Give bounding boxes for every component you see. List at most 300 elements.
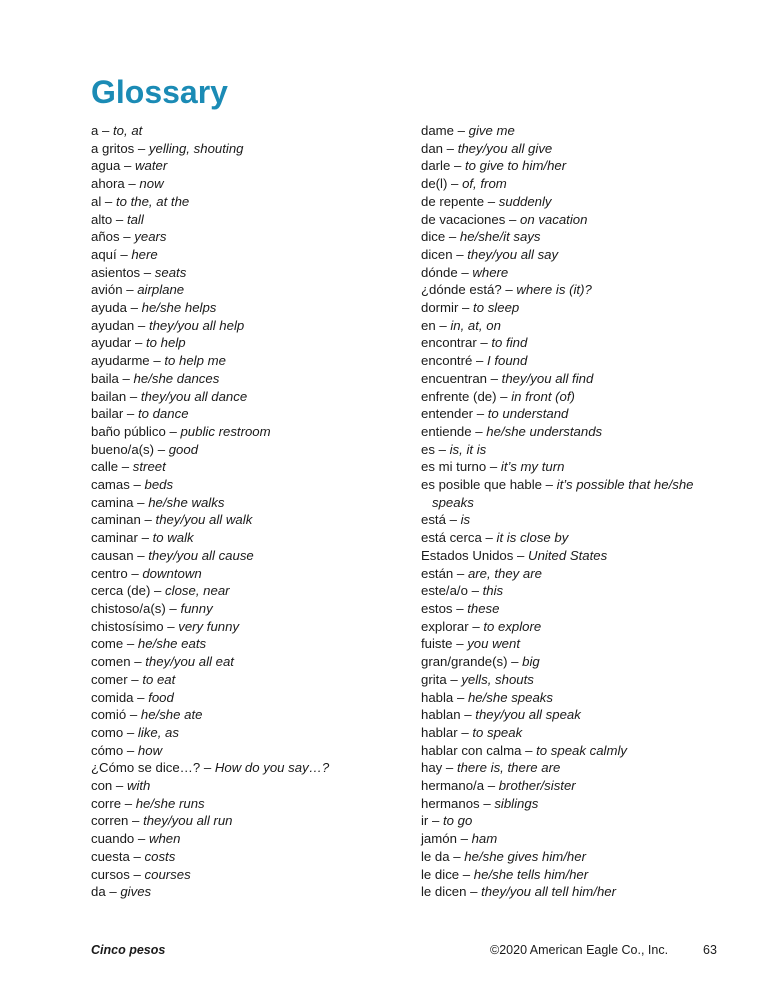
glossary-separator: – bbox=[98, 123, 114, 138]
glossary-entry bbox=[421, 246, 721, 264]
glossary-term: jamón bbox=[421, 831, 457, 847]
glossary-separator: – bbox=[127, 671, 143, 687]
glossary-term: Estados Unidos bbox=[421, 547, 514, 563]
glossary-term: centro bbox=[91, 565, 128, 581]
glossary-entry bbox=[91, 317, 411, 335]
glossary-entry bbox=[91, 334, 411, 352]
glossary-entry bbox=[421, 600, 721, 618]
glossary-term: como bbox=[91, 724, 124, 740]
glossary-definition: funny bbox=[180, 600, 213, 616]
glossary-separator: – bbox=[165, 600, 181, 616]
glossary-definition: to explore bbox=[483, 618, 542, 634]
glossary-entry bbox=[421, 511, 721, 529]
glossary-separator: – bbox=[116, 246, 132, 262]
glossary-definition: How do you say…? bbox=[214, 760, 330, 776]
glossary-entry bbox=[91, 883, 411, 901]
glossary-definition: now bbox=[139, 176, 164, 192]
glossary-separator: – bbox=[446, 671, 462, 687]
glossary-term: caminan bbox=[91, 512, 141, 528]
glossary-separator: – bbox=[484, 778, 499, 794]
glossary-separator: – bbox=[123, 724, 138, 740]
glossary-separator: – bbox=[541, 477, 557, 493]
glossary-definition: they/you all walk bbox=[155, 512, 253, 528]
glossary-term: fuiste bbox=[421, 636, 453, 652]
glossary-term: ayudarme bbox=[91, 353, 150, 369]
glossary-separator: – bbox=[449, 848, 465, 864]
glossary-definition: to eat bbox=[142, 671, 176, 687]
glossary-entry bbox=[91, 511, 411, 529]
glossary-separator: – bbox=[513, 547, 529, 563]
glossary-term: es posible que hable bbox=[421, 477, 542, 493]
glossary-term: dice bbox=[421, 229, 446, 245]
glossary-definition: give me bbox=[468, 123, 515, 138]
glossary-separator: – bbox=[450, 158, 465, 174]
glossary-entry bbox=[421, 689, 721, 707]
glossary-term: comer bbox=[91, 671, 128, 687]
glossary-entry bbox=[421, 635, 721, 653]
glossary-entry bbox=[421, 671, 721, 689]
glossary-term: le dice bbox=[421, 866, 460, 882]
footer-page-number: 63 bbox=[703, 943, 717, 957]
glossary-definition: there is, there are bbox=[456, 760, 561, 776]
glossary-entry bbox=[91, 122, 411, 140]
glossary-entry bbox=[421, 706, 721, 724]
glossary-term: gran/grande(s) bbox=[421, 654, 508, 670]
glossary-definition: he/she understands bbox=[486, 423, 603, 439]
glossary-term: agua bbox=[91, 158, 121, 174]
glossary-definition: it is close by bbox=[496, 530, 569, 546]
glossary-definition: are, they are bbox=[467, 565, 542, 581]
glossary-definition: years bbox=[134, 229, 167, 245]
glossary-definition: he/she gives him/her bbox=[464, 848, 586, 864]
glossary-term: comió bbox=[91, 707, 127, 723]
glossary-separator: – bbox=[452, 600, 468, 616]
glossary-definition: seats bbox=[154, 264, 187, 280]
glossary-term: está cerca bbox=[421, 530, 482, 546]
glossary-definition: brother/sister bbox=[498, 778, 576, 794]
glossary-term: corre bbox=[91, 795, 122, 811]
glossary-definition: he/she eats bbox=[137, 636, 207, 652]
glossary-term: camas bbox=[91, 477, 130, 493]
glossary-entry bbox=[91, 228, 411, 246]
glossary-separator: – bbox=[140, 264, 155, 280]
glossary-entry bbox=[421, 175, 721, 193]
glossary-column-right bbox=[421, 122, 721, 901]
glossary-entry bbox=[421, 777, 721, 795]
glossary-separator: – bbox=[434, 441, 450, 457]
glossary-term: enfrente (de) bbox=[421, 388, 497, 404]
glossary-entry bbox=[421, 140, 721, 158]
glossary-term: hablan bbox=[421, 707, 461, 723]
glossary-entry bbox=[421, 458, 721, 476]
glossary-separator: – bbox=[476, 335, 492, 351]
glossary-separator: – bbox=[468, 618, 484, 634]
glossary-separator: – bbox=[123, 742, 138, 758]
glossary-entry bbox=[421, 441, 721, 459]
glossary-entry bbox=[91, 370, 411, 388]
glossary-separator: – bbox=[124, 176, 140, 192]
glossary-entry bbox=[421, 830, 721, 848]
glossary-definition: when bbox=[148, 831, 181, 847]
glossary-entry bbox=[91, 299, 411, 317]
glossary-entry bbox=[91, 405, 411, 423]
glossary-definition: ham bbox=[471, 831, 498, 847]
glossary-definition: to dance bbox=[137, 406, 189, 422]
glossary-entry bbox=[421, 352, 721, 370]
glossary-definition: siblings bbox=[494, 795, 539, 811]
glossary-term: hablar con calma bbox=[421, 742, 522, 758]
glossary-separator: – bbox=[443, 140, 458, 156]
glossary-definition: to the, at the bbox=[115, 193, 190, 209]
glossary-term: bueno/a(s) bbox=[91, 441, 155, 457]
glossary-separator: – bbox=[163, 618, 179, 634]
glossary-definition: to walk bbox=[152, 530, 194, 546]
glossary-separator: – bbox=[467, 583, 483, 599]
glossary-term: ayudan bbox=[91, 317, 135, 333]
glossary-entry bbox=[421, 812, 721, 830]
glossary-entry bbox=[421, 883, 721, 901]
glossary-term: ayuda bbox=[91, 300, 127, 316]
glossary-separator: – bbox=[121, 795, 136, 811]
glossary-separator: – bbox=[200, 760, 215, 776]
glossary-definition: to, at bbox=[113, 123, 143, 138]
glossary-definition: to help bbox=[146, 335, 186, 351]
glossary-term: bailar bbox=[91, 406, 124, 422]
glossary-separator: – bbox=[452, 636, 468, 652]
glossary-separator: – bbox=[472, 353, 487, 369]
glossary-definition: they/you all speak bbox=[475, 707, 581, 723]
glossary-separator: – bbox=[459, 866, 474, 882]
glossary-definition: gives bbox=[120, 884, 152, 900]
glossary-separator: – bbox=[521, 742, 537, 758]
glossary-term: causan bbox=[91, 547, 134, 563]
glossary-entry bbox=[421, 724, 721, 742]
glossary-entry bbox=[421, 529, 721, 547]
glossary-definition: to sleep bbox=[473, 300, 520, 316]
glossary-entry bbox=[421, 565, 721, 583]
glossary-definition: it’s my turn bbox=[500, 459, 565, 475]
glossary-entry bbox=[91, 529, 411, 547]
glossary-separator: – bbox=[134, 317, 149, 333]
glossary-entry bbox=[91, 157, 411, 175]
page-title: Glossary bbox=[91, 74, 228, 110]
glossary-entry bbox=[421, 370, 721, 388]
glossary-separator: – bbox=[129, 848, 145, 864]
glossary-definition: yells, shouts bbox=[461, 671, 534, 687]
glossary-separator: – bbox=[123, 636, 138, 652]
glossary-definition: very funny bbox=[178, 618, 240, 634]
glossary-separator: – bbox=[134, 140, 149, 156]
glossary-separator: – bbox=[133, 547, 149, 563]
glossary-definition: to find bbox=[491, 335, 528, 351]
glossary-definition: like, as bbox=[137, 724, 179, 740]
glossary-term: dónde bbox=[421, 264, 458, 280]
glossary-separator: – bbox=[133, 494, 149, 510]
glossary-definition: he/she dances bbox=[133, 370, 220, 386]
glossary-term: cuando bbox=[91, 831, 135, 847]
glossary-separator: – bbox=[453, 689, 468, 705]
glossary-term: están bbox=[421, 565, 454, 581]
glossary-term: cómo bbox=[91, 742, 124, 758]
glossary-definition: he/she helps bbox=[141, 300, 217, 316]
glossary-definition: to go bbox=[443, 813, 473, 829]
glossary-separator: – bbox=[126, 388, 141, 404]
glossary-term: chistosísimo bbox=[91, 618, 164, 634]
glossary-definition: tall bbox=[126, 211, 144, 227]
glossary-definition: to speak bbox=[472, 724, 523, 740]
glossary-entry bbox=[91, 246, 411, 264]
glossary-entry bbox=[421, 264, 721, 282]
glossary-term: habla bbox=[421, 689, 454, 705]
glossary-term: es mi turno bbox=[421, 459, 487, 475]
glossary-definition: they/you all run bbox=[143, 813, 233, 829]
glossary-entry bbox=[91, 618, 411, 636]
glossary-definition: here bbox=[131, 246, 158, 262]
glossary-definition: on vacation bbox=[519, 211, 588, 227]
glossary-term: dame bbox=[421, 123, 454, 138]
glossary-entry bbox=[421, 122, 721, 140]
glossary-entry bbox=[91, 175, 411, 193]
glossary-term: está bbox=[421, 512, 446, 528]
glossary-separator: – bbox=[130, 654, 146, 670]
glossary-separator: – bbox=[496, 388, 512, 404]
glossary-term: le da bbox=[421, 848, 450, 864]
glossary-term: alto bbox=[91, 211, 113, 227]
glossary-term: ¿Cómo se dice…? bbox=[91, 760, 201, 776]
glossary-entry bbox=[91, 423, 411, 441]
glossary-separator: – bbox=[487, 370, 502, 386]
glossary-term: ahora bbox=[91, 176, 125, 192]
glossary-separator: – bbox=[453, 565, 468, 581]
glossary-term: darle bbox=[421, 158, 451, 174]
glossary-entry bbox=[91, 742, 411, 760]
glossary-entry bbox=[421, 334, 721, 352]
glossary-separator: – bbox=[445, 229, 460, 245]
glossary-separator: – bbox=[128, 813, 144, 829]
glossary-definition: you went bbox=[467, 636, 520, 652]
glossary-entry bbox=[421, 866, 721, 884]
glossary-term: come bbox=[91, 636, 124, 652]
glossary-entry bbox=[91, 759, 411, 777]
glossary-separator: – bbox=[112, 778, 127, 794]
glossary-term: ayudar bbox=[91, 335, 132, 351]
glossary-separator: – bbox=[452, 246, 468, 262]
glossary-term: da bbox=[91, 884, 106, 900]
glossary-term: cursos bbox=[91, 866, 130, 882]
glossary-separator: – bbox=[105, 884, 121, 900]
glossary-entry bbox=[421, 228, 721, 246]
glossary-definition: I found bbox=[487, 353, 528, 369]
glossary-definition: of, from bbox=[462, 176, 507, 192]
glossary-definition: how bbox=[137, 742, 163, 758]
glossary-entry bbox=[91, 706, 411, 724]
glossary-entry bbox=[91, 476, 411, 494]
glossary-separator: – bbox=[456, 831, 472, 847]
glossary-term: ir bbox=[421, 813, 429, 829]
glossary-separator: – bbox=[122, 282, 138, 298]
glossary-definition: he/she walks bbox=[148, 494, 225, 510]
glossary-term: le dicen bbox=[421, 884, 467, 900]
glossary-definition: he/she speaks bbox=[467, 689, 553, 705]
glossary-term: estos bbox=[421, 600, 453, 616]
glossary-separator: – bbox=[137, 530, 153, 546]
glossary-term: comida bbox=[91, 689, 134, 705]
glossary-entry bbox=[91, 812, 411, 830]
glossary-entry bbox=[91, 458, 411, 476]
glossary-entry bbox=[91, 600, 411, 618]
glossary-definition: yelling, shouting bbox=[148, 140, 244, 156]
glossary-entry bbox=[421, 547, 721, 565]
glossary-term: hermano/a bbox=[421, 778, 485, 794]
glossary-entry bbox=[91, 547, 411, 565]
glossary-entry bbox=[421, 759, 721, 777]
glossary-term: asientos bbox=[91, 264, 141, 280]
glossary-term: hablar bbox=[421, 724, 458, 740]
glossary-definition: he/she ate bbox=[140, 707, 203, 723]
glossary-definition: with bbox=[126, 778, 151, 794]
glossary-definition: they/you all give bbox=[457, 140, 553, 156]
glossary-separator: – bbox=[457, 264, 473, 280]
glossary-entry bbox=[91, 264, 411, 282]
glossary-separator: – bbox=[134, 831, 149, 847]
glossary-term: comen bbox=[91, 654, 131, 670]
glossary-entry bbox=[91, 653, 411, 671]
glossary-separator: – bbox=[129, 477, 145, 493]
glossary-entry bbox=[421, 388, 721, 406]
glossary-entry bbox=[421, 795, 721, 813]
glossary-separator: – bbox=[150, 583, 166, 599]
glossary-term: de repente bbox=[421, 193, 485, 209]
glossary-separator: – bbox=[126, 707, 141, 723]
glossary-term: entiende bbox=[421, 423, 472, 439]
glossary-separator: – bbox=[129, 866, 145, 882]
glossary-entry bbox=[91, 281, 411, 299]
glossary-term: encuentran bbox=[421, 370, 487, 386]
glossary-definition: costs bbox=[144, 848, 176, 864]
glossary-entry bbox=[421, 281, 721, 299]
glossary-definition: they/you all find bbox=[501, 370, 594, 386]
glossary-term: aquí bbox=[91, 246, 117, 262]
glossary-term: avión bbox=[91, 282, 123, 298]
glossary-entry bbox=[91, 565, 411, 583]
footer-copyright: ©2020 American Eagle Co., Inc. bbox=[490, 943, 669, 957]
glossary-definition: to help me bbox=[164, 353, 226, 369]
glossary-separator: – bbox=[445, 512, 461, 528]
glossary-term: chistoso/a(s) bbox=[91, 600, 166, 616]
glossary-entry bbox=[421, 742, 721, 760]
glossary-entry bbox=[91, 582, 411, 600]
glossary-term: al bbox=[91, 193, 102, 209]
glossary-separator: – bbox=[484, 193, 499, 209]
glossary-separator: – bbox=[133, 689, 149, 705]
glossary-definition: he/she tells him/her bbox=[473, 866, 589, 882]
glossary-term: años bbox=[91, 229, 120, 245]
glossary-entry bbox=[421, 848, 721, 866]
glossary-separator: – bbox=[458, 300, 474, 316]
glossary-definition: suddenly bbox=[498, 193, 552, 209]
glossary-column-left bbox=[91, 122, 411, 901]
glossary-definition: where bbox=[472, 264, 509, 280]
glossary-entry bbox=[91, 848, 411, 866]
glossary-term: en bbox=[421, 317, 436, 333]
glossary-term: camina bbox=[91, 494, 134, 510]
glossary-definition: they/you all say bbox=[467, 246, 559, 262]
glossary-entry bbox=[421, 618, 721, 636]
glossary-definition: these bbox=[467, 600, 500, 616]
glossary-entry bbox=[91, 352, 411, 370]
glossary-separator: – bbox=[119, 229, 135, 245]
glossary-definition: he/she/it says bbox=[459, 229, 541, 245]
glossary-entry bbox=[421, 211, 721, 229]
glossary-definition: is, it is bbox=[449, 441, 487, 457]
glossary-separator: – bbox=[473, 406, 488, 422]
glossary-entry bbox=[91, 635, 411, 653]
glossary-entry bbox=[421, 317, 721, 335]
glossary-term: de(l) bbox=[421, 176, 448, 192]
glossary-entry bbox=[421, 193, 721, 211]
glossary-separator: – bbox=[428, 813, 443, 829]
glossary-definition: to speak calmly bbox=[536, 742, 627, 758]
glossary-definition: they/you all eat bbox=[145, 654, 234, 670]
glossary-separator: – bbox=[454, 123, 469, 138]
glossary-term: calle bbox=[91, 459, 119, 475]
glossary-definition: to understand bbox=[487, 406, 569, 422]
glossary-entry bbox=[91, 724, 411, 742]
glossary-term: este/a/o bbox=[421, 583, 468, 599]
glossary-separator: – bbox=[154, 441, 169, 457]
glossary-separator: – bbox=[165, 423, 181, 439]
glossary-separator: – bbox=[471, 423, 487, 439]
glossary-entry bbox=[421, 405, 721, 423]
glossary-entry bbox=[91, 441, 411, 459]
glossary-definition: close, near bbox=[165, 583, 230, 599]
glossary-definition: in front (of) bbox=[511, 388, 575, 404]
glossary-entry bbox=[421, 299, 721, 317]
glossary-term: con bbox=[91, 778, 113, 794]
glossary-separator: – bbox=[435, 317, 451, 333]
glossary-term: explorar bbox=[421, 618, 469, 634]
glossary-term: dicen bbox=[421, 246, 453, 262]
glossary-entry bbox=[91, 388, 411, 406]
glossary-definition: to give to him/her bbox=[465, 158, 567, 174]
glossary-entry bbox=[91, 140, 411, 158]
glossary-separator: – bbox=[507, 654, 523, 670]
glossary-term: corren bbox=[91, 813, 129, 829]
glossary-term: es bbox=[421, 441, 435, 457]
glossary-separator: – bbox=[442, 760, 457, 776]
glossary-separator: – bbox=[479, 795, 495, 811]
glossary-entry bbox=[421, 423, 721, 441]
glossary-term: grita bbox=[421, 671, 447, 687]
glossary-separator: – bbox=[460, 707, 476, 723]
glossary-separator: – bbox=[126, 300, 142, 316]
glossary-term: a gritos bbox=[91, 140, 135, 156]
glossary-entry bbox=[421, 582, 721, 600]
glossary-term: entender bbox=[421, 406, 474, 422]
glossary-term: encontrar bbox=[421, 335, 477, 351]
glossary-separator: – bbox=[486, 459, 501, 475]
glossary-term: hermanos bbox=[421, 795, 480, 811]
glossary-term: baila bbox=[91, 370, 119, 386]
glossary-entry bbox=[91, 193, 411, 211]
glossary-term: a bbox=[91, 123, 99, 138]
glossary-term: encontré bbox=[421, 353, 473, 369]
glossary-term: dormir bbox=[421, 300, 459, 316]
glossary-entry bbox=[91, 866, 411, 884]
glossary-separator: – bbox=[481, 530, 497, 546]
footer-book-title: Cinco pesos bbox=[91, 943, 166, 957]
glossary-entry bbox=[91, 671, 411, 689]
